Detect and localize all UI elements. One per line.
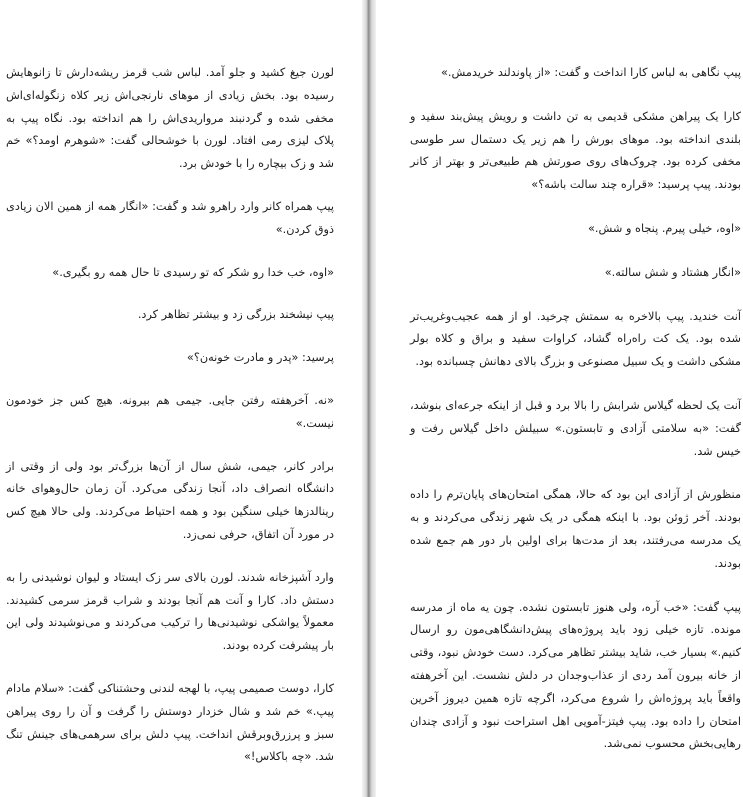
paragraph: کارا، دوست صمیمی پیپ، با لهجه لندنی وحشتناکی گفت: «سلام مادام پیپ.» خم شد و شال خزدار دوستش را گرفت و آن را روی پیراهن سبز و پرزرق‌وبرقش انداخت. پیپ دلش برای سرهمی‌های جینش تنگ شد. «چه باکلاس!» [6, 681, 334, 764]
paragraph: «انگار هشتاد و شش سالته.» [604, 265, 741, 279]
paragraph: منظورش از آزادی این بود که حالا، همگی امتحان‌های پایان‌ترم را داده بودند. آخر ژوئن بود. با اینکه همگی در یک شهر زندگی می‌کردند و به یک مدرسه می‌رفتند، بعد از مدت‌ها برای اولین بار دور هم جمع شده بودند. [410, 488, 741, 570]
paragraph: برادر کانر، جیمی، شش سال از آن‌ها بزرگ‌تر بود ولی از وقتی از دانشگاه انصراف داد، آنجا زندگی می‌کرد. آن زمان حال‌وهوای خانه رینالدزها خیلی سنگین بود و همه احتیاط می‌کردند. ولی حالا هیچ کس در مورد آن اتفاق، حرفی نمی‌زد. [6, 459, 334, 541]
paragraph: آنت خندید. پیپ بالاخره به سمتش چرخید. او از همه عجیب‌وغریب‌تر شده بود. یک کت راه‌راه گشاد، کراوات سفید و براق و کلاه بولر مشکی داشت و یک سبیل مصنوعی و بزرگ بالای دهانش چسبانده بود. [410, 309, 741, 369]
paragraph: «اوه، خیلی پیرم. پنجاه و شش.» [588, 221, 741, 235]
left-page [0, 0, 362, 797]
paragraph: لورن جیغ کشید و جلو آمد. لباس شب قرمز ریشه‌دارش تا زانوهایش رسیده بود. بخش زیادی از موهای نارنجی‌اش زیر کلاه زنگوله‌ای‌اش مخفی شده و گردنبند مرواریدی‌اش را هم انداخته بود. نگاه پیپ به پلاک لیزی رمی افتاد. لورن با خوشحالی گفت: «شوهرم اومد؟» خم شد و زک بیچاره را با خودش برد. [6, 66, 334, 171]
page-gutter [362, 0, 376, 797]
paragraph: پرسید: «پدر و مادرت خونه‌ن؟» [186, 351, 334, 365]
right-page [376, 0, 743, 797]
paragraph: آنت یک لحظه گیلاس شرابش را بالا برد و قبل از اینکه جرعه‌ای بنوشد، گفت: «به سلامتی آزادی و تابستون.» سبیلش داخل گیلاس رفت و خیس شد. [410, 398, 741, 458]
paragraph: «نه. آخرهفته رفتن جایی. جیمی هم بیرونه. هیچ کس جز خودمون نیست.» [6, 393, 334, 430]
paragraph: کارا یک پیراهن مشکی قدیمی به تن داشت و رویش پیش‌بند سفید و بلندی انداخته بود. موهای بورش را هم زیر یک دستمال سر طوسی مخفی کرده بود. چروک‌های روی صورتش هم طبیعی‌تر و بهتر از کانر بودند. پیپ پرسید: «قراره چند سالت باشه؟» [410, 109, 741, 192]
paragraph: پیپ نگاهی به لباس کارا انداخت و گفت: «از پاوندلند خریدمش.» [441, 66, 741, 79]
paragraph: وارد آشپزخانه شدند. لورن بالای سر زک ایستاد و لیوان نوشیدنی را به دستش داد. کارا و آنت هم آنجا بودند و شراب قرمز سرمی کشیدند. معمولاً یواشکی نوشیدنی‌ها را ترکیب می‌کردند و می‌نوشیدند ولی این بار پیشرفت کرده بودند. [6, 570, 334, 653]
paragraph: پیپ نیشخند بزرگی زد و بیشتر تظاهر کرد. [137, 308, 334, 322]
paragraph: پیپ گفت: «خب آره، ولی هنوز تابستون نشده. چون یه ماه از مدرسه مونده. تازه خیلی زود باید پروژه‌های پیش‌دانشگاهی‌مون رو ارسال کنیم.» بسیار خب، شاید بیشتر تظاهر می‌کرد. دست خودش نبود، وقتی از خانه بیرون آمد ردی از عذاب‌وجدان در دلش نشست. این آخرهفته واقعاً باید پروژه‌اش را شروع می‌کرد، اگرچه تازه همین دیروز آخرین امتحان را داده بود. پیپ فیتز-آمویی اهل استراحت نبود و آزادی چندان رهایی‌بخش محسوب نمی‌شد. [410, 600, 741, 751]
paragraph: پیپ همراه کانر وارد راهرو شد و گفت: «انگار همه از همین الان زیادی ذوق کردن.» [6, 199, 334, 236]
paragraph: «اوه، خب خدا رو شکر که تو رسیدی تا حال همه رو بگیری.» [52, 265, 334, 279]
